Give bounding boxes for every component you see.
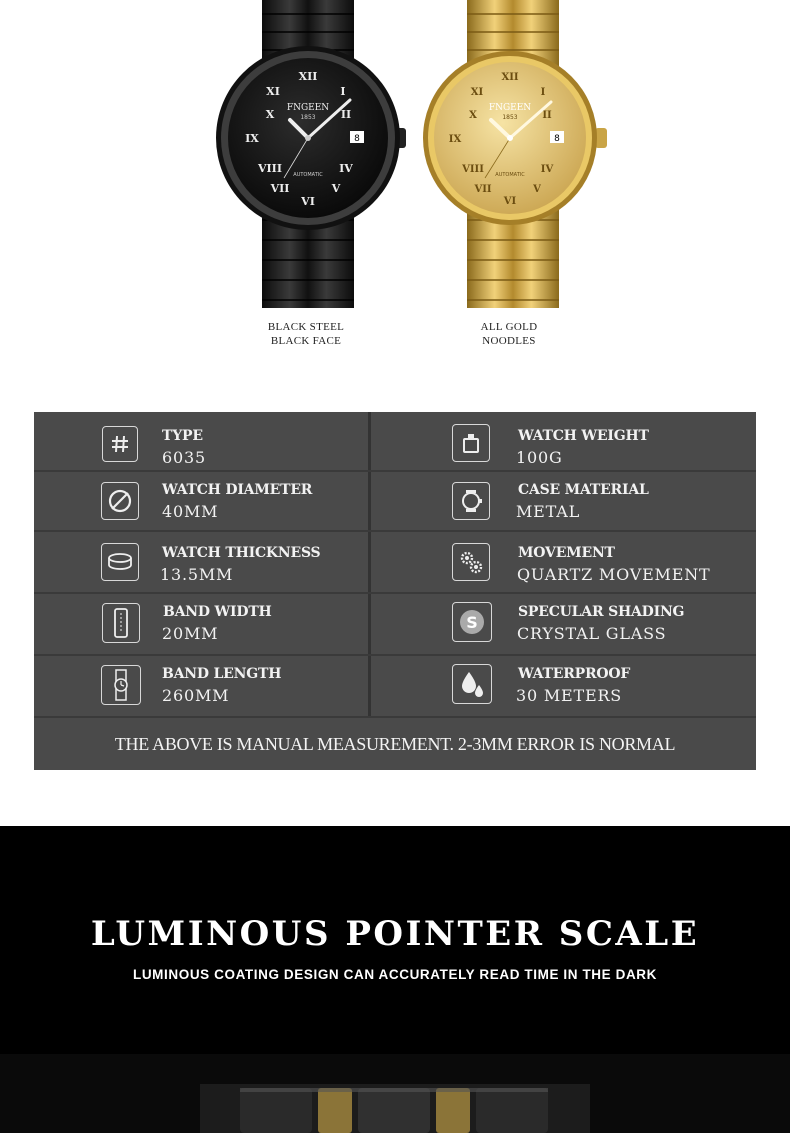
svg-text:XI: XI — [266, 85, 280, 98]
band-icon — [102, 603, 140, 643]
svg-text:IX: IX — [245, 132, 259, 145]
svg-text:AUTOMATIC: AUTOMATIC — [293, 172, 323, 178]
black-watch-caption — [226, 320, 386, 348]
caption-line: BLACK FACE — [270, 335, 342, 347]
hash-icon — [102, 426, 138, 462]
svg-text:VI: VI — [503, 196, 517, 207]
svg-text:VII: VII — [270, 182, 290, 195]
diameter-icon — [101, 482, 139, 520]
spec-cell-case — [371, 472, 756, 530]
spec-row — [34, 472, 756, 532]
spec-value: METAL — [516, 502, 581, 521]
spec-value: 40MM — [162, 502, 219, 521]
measurement-note: THE ABOVE IS MANUAL MEASUREMENT. 2-3MM ERROR IS NORMAL — [114, 734, 676, 754]
spec-label: SPECULAR SHADING — [518, 604, 685, 620]
svg-text:1853: 1853 — [502, 114, 518, 121]
luminous-feature-section — [0, 826, 790, 1133]
svg-text:VIII: VIII — [462, 164, 484, 175]
black-watch-image — [210, 0, 410, 315]
spec-cell-band-width — [34, 594, 368, 652]
wristwatch-icon — [101, 665, 141, 705]
spec-cell-waterproof — [371, 656, 756, 714]
caption-line: NOODLES — [482, 335, 536, 347]
spec-cell-movement — [371, 532, 756, 590]
svg-text:IX: IX — [448, 134, 462, 145]
spec-cell-weight — [371, 412, 756, 470]
spec-value: 6035 — [162, 448, 206, 467]
spec-value: 260MM — [162, 686, 230, 705]
spec-label: WATCH THICKNESS — [162, 545, 321, 561]
caption-line: ALL GOLD — [480, 321, 538, 333]
caption-line: BLACK STEEL — [267, 321, 345, 333]
spec-table — [34, 412, 756, 770]
svg-text:X: X — [265, 108, 275, 121]
svg-text:FNGEEN: FNGEEN — [286, 103, 330, 113]
spec-label: WATERPROOF — [518, 666, 631, 682]
spec-value: CRYSTAL GLASS — [517, 624, 667, 643]
svg-text:I: I — [540, 87, 546, 98]
svg-text:1853: 1853 — [300, 114, 316, 121]
svg-text:FNGEEN: FNGEEN — [488, 103, 532, 113]
svg-text:VIII: VIII — [258, 162, 282, 175]
feature-title: LUMINOUS POINTER SCALE — [90, 914, 700, 954]
svg-text:XII: XII — [501, 72, 519, 83]
spec-cell-type — [34, 412, 368, 470]
spec-label: WATCH WEIGHT — [518, 428, 649, 444]
spec-cell-diameter — [34, 472, 368, 530]
spec-value: 30 METERS — [516, 686, 623, 705]
spec-value: QUARTZ MOVEMENT — [517, 565, 711, 584]
spec-label: BAND WIDTH — [163, 604, 272, 620]
spec-label: WATCH DIAMETER — [162, 482, 313, 498]
svg-text:AUTOMATIC: AUTOMATIC — [495, 172, 525, 178]
feature-subtitle: LUMINOUS COATING DESIGN CAN ACCURATELY READ TIME IN THE DARK — [132, 967, 657, 982]
svg-text:X: X — [469, 110, 477, 121]
s-circle-icon — [452, 602, 492, 642]
spec-row — [34, 412, 756, 472]
svg-text:V: V — [331, 182, 341, 195]
spec-label: TYPE — [162, 428, 203, 444]
svg-text:XII: XII — [298, 70, 318, 83]
spec-value: 20MM — [162, 624, 219, 643]
svg-text:8: 8 — [354, 134, 360, 144]
svg-text:VI: VI — [301, 195, 315, 208]
svg-text:IV: IV — [540, 164, 554, 175]
svg-text:8: 8 — [554, 134, 560, 144]
svg-text:II: II — [542, 110, 552, 121]
spec-cell-thickness — [34, 532, 368, 590]
spec-cell-band-length — [34, 656, 368, 714]
spec-row — [34, 532, 756, 594]
gold-watch-image — [415, 0, 615, 315]
svg-text:XI: XI — [470, 87, 484, 98]
spec-value: 100G — [516, 448, 563, 467]
weight-icon — [452, 424, 490, 462]
spec-cell-shading — [371, 594, 756, 652]
svg-text:I: I — [340, 85, 346, 98]
spec-value: 13.5MM — [160, 565, 234, 584]
gold-watch-caption — [429, 320, 589, 348]
spec-label: CASE MATERIAL — [518, 482, 649, 498]
svg-text:VII: VII — [474, 184, 492, 195]
spec-row — [34, 594, 756, 656]
spec-label: MOVEMENT — [518, 545, 615, 561]
watch-case-icon — [452, 482, 490, 520]
spec-label: BAND LENGTH — [162, 666, 282, 682]
svg-text:II: II — [340, 108, 352, 121]
water-drop-icon — [452, 664, 492, 704]
svg-text:V: V — [533, 184, 541, 195]
svg-text:IV: IV — [339, 162, 353, 175]
svg-text:S: S — [466, 613, 478, 632]
spec-row — [34, 656, 756, 718]
thickness-icon — [101, 543, 139, 581]
watch-band-preview — [0, 1054, 790, 1133]
gears-icon — [452, 543, 490, 581]
